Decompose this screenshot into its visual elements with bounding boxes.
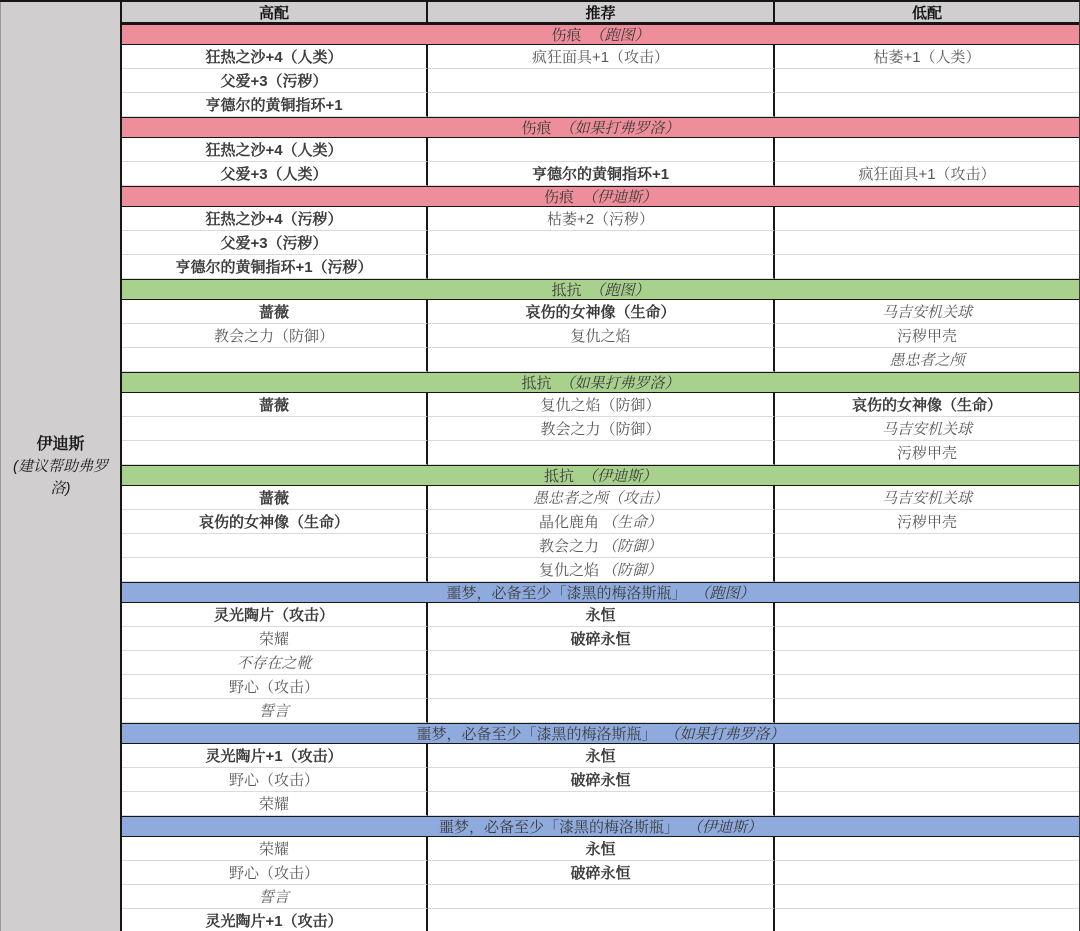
empty-cell[interactable] — [428, 69, 775, 93]
item-name: 亨德尔的黄铜指环+1 — [531, 166, 670, 183]
item-name: 永恒 — [585, 841, 616, 858]
item-cell[interactable] — [775, 441, 1079, 465]
item-cell[interactable] — [428, 486, 775, 510]
item-cell[interactable] — [122, 300, 428, 324]
section-band[interactable] — [122, 372, 1079, 393]
item-name: 枯萎+2（污秽） — [546, 211, 655, 228]
section-band-title: 噩梦，必备至少「漆黑的梅洛斯瓶」 — [416, 726, 657, 743]
table-row — [122, 651, 1079, 675]
item-name: 蔷薇 — [258, 397, 289, 414]
empty-cell[interactable] — [775, 861, 1079, 885]
table-row — [122, 162, 1079, 186]
item-name: 誓言 — [258, 889, 289, 906]
item-cell[interactable] — [428, 768, 775, 792]
item-cell[interactable] — [428, 603, 775, 627]
section-band-note: （伊迪斯） — [687, 819, 763, 836]
item-name: 永恒 — [585, 748, 616, 765]
item-cell[interactable] — [428, 861, 775, 885]
empty-cell[interactable] — [428, 348, 775, 372]
table-body — [122, 24, 1079, 931]
item-name: 狂热之沙+4（人类） — [205, 49, 343, 66]
item-cell[interactable] — [122, 699, 428, 723]
section-band-title: 抵抗 — [551, 282, 582, 299]
table-row — [122, 393, 1079, 417]
section-band-note: （如果打弗罗洛） — [664, 726, 785, 743]
item-name: 疯狂面具+1（攻击） — [858, 166, 996, 183]
section-band-note: （伊迪斯） — [582, 189, 658, 206]
empty-cell[interactable] — [428, 441, 775, 465]
empty-cell[interactable] — [428, 255, 775, 279]
item-cell[interactable] — [428, 837, 775, 861]
character-sidebar[interactable] — [0, 2, 122, 931]
section-band-note: （如果打弗罗洛） — [559, 120, 680, 137]
item-name: 污秽甲壳 — [896, 445, 957, 462]
item-name: 枯萎+1（人类） — [873, 49, 981, 66]
item-cell[interactable] — [122, 837, 428, 861]
item-cell[interactable] — [122, 486, 428, 510]
item-name: 狂热之沙+4（人类） — [205, 142, 343, 159]
item-slot-note: （防御） — [602, 538, 663, 555]
empty-cell[interactable] — [775, 675, 1079, 699]
empty-cell[interactable] — [428, 651, 775, 675]
column-header-high[interactable]: 高配 — [122, 2, 428, 22]
character-note: (建议帮助弗罗洛) — [13, 458, 108, 498]
item-name: 灵光陶片（攻击） — [213, 607, 334, 624]
empty-cell[interactable] — [775, 792, 1079, 816]
item-name: 荣耀 — [258, 796, 289, 813]
item-name: 污秽甲壳 — [896, 514, 957, 531]
empty-cell[interactable] — [122, 534, 428, 558]
item-cell[interactable] — [428, 324, 775, 348]
table-row — [122, 603, 1079, 627]
item-name: 晶化鹿角 — [538, 514, 599, 531]
item-cell[interactable] — [428, 744, 775, 768]
table-row — [122, 69, 1079, 93]
section-band[interactable] — [122, 723, 1079, 744]
table-row — [122, 885, 1079, 909]
item-cell[interactable] — [122, 207, 428, 231]
item-cell[interactable] — [122, 138, 428, 162]
empty-cell[interactable] — [775, 138, 1079, 162]
item-name: 哀伤的女神像（生命） — [525, 304, 676, 321]
item-name: 破碎永恒 — [570, 865, 631, 882]
table-row — [122, 627, 1079, 651]
item-name: 狂热之沙+4（污秽） — [205, 211, 343, 228]
empty-cell[interactable] — [775, 699, 1079, 723]
item-name: 灵光陶片+1（攻击） — [205, 748, 343, 765]
table-grid — [122, 2, 1079, 931]
item-cell[interactable] — [122, 768, 428, 792]
item-cell[interactable] — [122, 324, 428, 348]
item-cell[interactable] — [428, 162, 775, 186]
item-cell[interactable] — [428, 627, 775, 651]
item-name: 亨德尔的黄铜指环+1 — [205, 97, 343, 114]
item-slot-note: （生命） — [602, 514, 663, 531]
item-cell[interactable] — [122, 231, 428, 255]
table-row — [122, 348, 1079, 372]
empty-cell[interactable] — [775, 744, 1079, 768]
section-band-title: 伤痕 — [543, 189, 574, 206]
item-name: 灵光陶片+1（攻击） — [205, 913, 343, 930]
item-cell[interactable] — [428, 300, 775, 324]
empty-cell[interactable] — [775, 603, 1079, 627]
section-band-title: 抵抗 — [543, 468, 574, 485]
item-cell[interactable] — [122, 909, 428, 931]
item-name: 愚忠者之颅 — [889, 352, 965, 369]
empty-cell[interactable] — [775, 768, 1079, 792]
empty-cell[interactable] — [775, 837, 1079, 861]
empty-cell[interactable] — [428, 93, 775, 117]
item-name: 不存在之靴 — [236, 655, 312, 672]
item-cell[interactable] — [428, 45, 775, 69]
item-name: 永恒 — [585, 607, 616, 624]
table-row — [122, 441, 1079, 465]
empty-cell[interactable] — [775, 255, 1079, 279]
table-row — [122, 207, 1079, 231]
item-name: 亨德尔的黄铜指环+1（污秽） — [175, 259, 373, 276]
item-name: 愚忠者之颅（攻击） — [532, 490, 668, 507]
item-name: 复仇之焰（防御） — [540, 397, 661, 414]
table-row — [122, 534, 1079, 558]
item-name: 父爱+3（人类） — [220, 166, 328, 183]
item-cell[interactable] — [775, 324, 1079, 348]
item-name: 马吉安机关球 — [881, 421, 972, 438]
table-row — [122, 792, 1079, 816]
item-name: 教会之力（防御） — [540, 421, 661, 438]
item-name: 马吉安机关球 — [881, 490, 972, 507]
item-cell[interactable] — [122, 93, 428, 117]
item-cell[interactable] — [122, 69, 428, 93]
empty-cell[interactable] — [122, 558, 428, 582]
section-band-note: （跑图） — [694, 585, 755, 602]
item-cell[interactable] — [428, 393, 775, 417]
table-row — [122, 510, 1079, 534]
table-row — [122, 324, 1079, 348]
empty-cell[interactable] — [428, 792, 775, 816]
empty-cell[interactable] — [775, 558, 1079, 582]
item-name: 马吉安机关球 — [881, 304, 972, 321]
item-name: 父爱+3（污秽） — [220, 73, 328, 90]
item-name: 疯狂面具+1（攻击） — [531, 49, 670, 66]
table-row — [122, 675, 1079, 699]
empty-cell[interactable] — [122, 441, 428, 465]
empty-cell[interactable] — [775, 207, 1079, 231]
column-header-recommended[interactable]: 推荐 — [428, 2, 775, 22]
column-header-low[interactable]: 低配 — [911, 4, 942, 22]
item-cell[interactable] — [122, 792, 428, 816]
empty-cell[interactable] — [428, 699, 775, 723]
item-cell[interactable] — [122, 885, 428, 909]
item-cell[interactable] — [775, 417, 1079, 441]
item-cell[interactable] — [122, 675, 428, 699]
item-cell[interactable] — [122, 627, 428, 651]
table-row — [122, 93, 1079, 117]
item-name: 复仇之焰 — [538, 562, 599, 579]
section-band-title: 噩梦，必备至少「漆黑的梅洛斯瓶」 — [438, 819, 679, 836]
item-cell[interactable] — [775, 510, 1079, 534]
item-cell[interactable] — [122, 603, 428, 627]
section-band-title: 噩梦，必备至少「漆黑的梅洛斯瓶」 — [446, 585, 687, 602]
section-band[interactable] — [122, 279, 1079, 300]
section-band-note: （如果打弗罗洛） — [559, 375, 680, 392]
section-band-title: 伤痕 — [521, 120, 552, 137]
item-name: 父爱+3（污秽） — [220, 235, 328, 252]
table-row — [122, 486, 1079, 510]
item-cell[interactable] — [428, 558, 775, 582]
item-name: 破碎永恒 — [570, 631, 631, 648]
section-band[interactable] — [122, 186, 1079, 207]
item-cell[interactable] — [775, 45, 1079, 69]
empty-cell[interactable] — [428, 885, 775, 909]
table-row — [122, 909, 1079, 931]
table-row — [122, 45, 1079, 69]
section-band-note: （跑图） — [589, 282, 650, 299]
item-cell[interactable] — [122, 162, 428, 186]
item-cell[interactable] — [122, 744, 428, 768]
character-name: 伊迪斯 — [36, 436, 85, 454]
empty-cell[interactable] — [428, 138, 775, 162]
empty-cell[interactable] — [428, 675, 775, 699]
item-cell[interactable] — [122, 510, 428, 534]
section-band-title: 抵抗 — [521, 375, 552, 392]
item-name: 复仇之焰 — [570, 328, 631, 345]
empty-cell[interactable] — [775, 885, 1079, 909]
table-row — [122, 744, 1079, 768]
section-band[interactable] — [122, 465, 1079, 486]
item-cell[interactable] — [775, 486, 1079, 510]
section-band[interactable] — [122, 117, 1079, 138]
item-cell[interactable] — [775, 393, 1079, 417]
item-cell[interactable] — [428, 207, 775, 231]
item-cell[interactable] — [775, 162, 1079, 186]
item-name: 蔷薇 — [258, 304, 289, 321]
empty-cell[interactable] — [775, 651, 1079, 675]
item-cell[interactable] — [122, 651, 428, 675]
item-name: 野心（攻击） — [228, 679, 319, 696]
table-row — [122, 255, 1079, 279]
table-row — [122, 231, 1079, 255]
item-name: 蔷薇 — [258, 490, 289, 507]
item-name: 教会之力 — [538, 538, 599, 555]
item-name: 污秽甲壳 — [896, 328, 957, 345]
empty-cell[interactable] — [122, 417, 428, 441]
section-band[interactable] — [122, 24, 1079, 45]
column-header-row — [122, 2, 1079, 24]
item-cell[interactable] — [122, 393, 428, 417]
empty-cell[interactable] — [775, 534, 1079, 558]
item-slot-note: （防御） — [602, 562, 663, 579]
empty-cell[interactable] — [775, 909, 1079, 931]
section-band[interactable] — [122, 582, 1079, 603]
empty-cell[interactable] — [122, 348, 428, 372]
item-cell[interactable] — [428, 417, 775, 441]
section-band-note: （伊迪斯） — [582, 468, 658, 485]
item-name: 荣耀 — [258, 841, 289, 858]
table-row — [122, 699, 1079, 723]
item-name: 破碎永恒 — [570, 772, 631, 789]
item-cell[interactable] — [122, 255, 428, 279]
item-name: 誓言 — [258, 703, 289, 720]
item-cell[interactable] — [122, 861, 428, 885]
item-cell[interactable] — [775, 348, 1079, 372]
item-name: 野心（攻击） — [228, 865, 319, 882]
item-cell[interactable] — [428, 510, 775, 534]
table-row — [122, 837, 1079, 861]
table-row — [122, 768, 1079, 792]
item-cell[interactable] — [428, 534, 775, 558]
item-name: 哀伤的女神像（生命） — [851, 397, 1002, 414]
item-name: 教会之力（防御） — [213, 328, 334, 345]
table-row — [122, 300, 1079, 324]
item-cell[interactable] — [122, 45, 428, 69]
section-band[interactable] — [122, 816, 1079, 837]
section-band-title: 伤痕 — [551, 27, 582, 44]
section-band-note: （跑图） — [589, 27, 650, 44]
empty-cell[interactable] — [775, 93, 1079, 117]
table-row — [122, 558, 1079, 582]
empty-cell[interactable] — [775, 231, 1079, 255]
empty-cell[interactable] — [428, 909, 775, 931]
item-cell[interactable] — [775, 300, 1079, 324]
table-row — [122, 861, 1079, 885]
item-name: 野心（攻击） — [228, 772, 319, 789]
empty-cell[interactable] — [428, 231, 775, 255]
empty-cell[interactable] — [775, 69, 1079, 93]
table-row — [122, 138, 1079, 162]
item-name: 哀伤的女神像（生命） — [198, 514, 349, 531]
empty-cell[interactable] — [775, 627, 1079, 651]
item-name: 荣耀 — [258, 631, 289, 648]
table-row — [122, 417, 1079, 441]
